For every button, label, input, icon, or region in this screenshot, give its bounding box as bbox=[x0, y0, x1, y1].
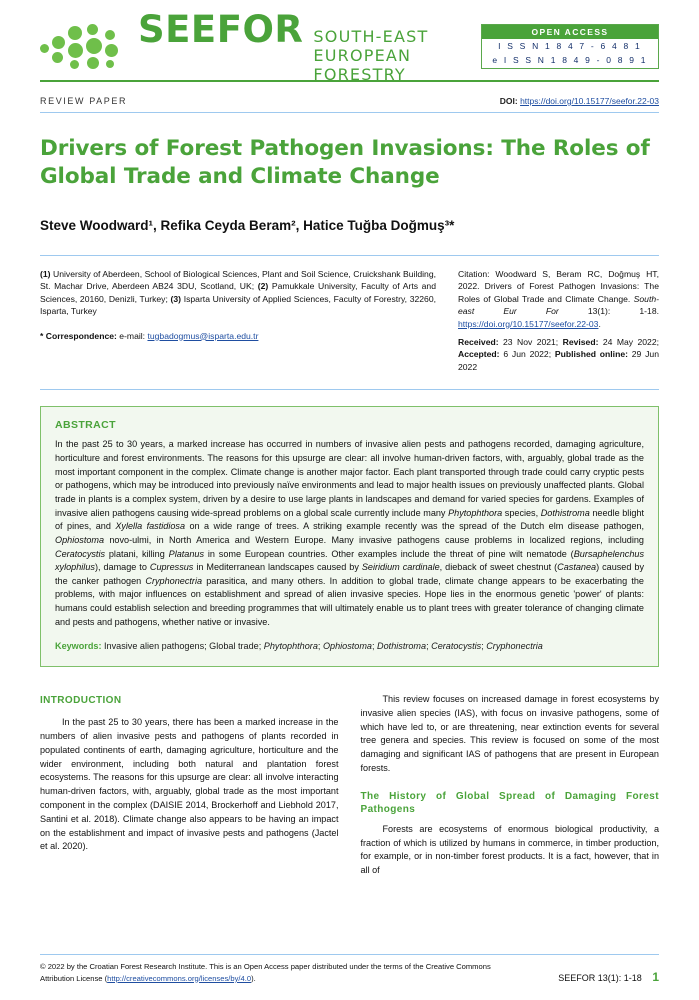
paragraph-right-1: This review focuses on increased damage in forest ecosystems by invasive alien species (IAS), with focus on invasive pathogens, some of which have led to, or are threatening, near extinction events for several tree genera and species. This review is focused on some of the most damaging and significant IAS of pathogens that are present in European forests. bbox=[360, 693, 659, 774]
paragraph-intro-1: In the past 25 to 30 years, there has been a marked increase in the numbers of alien invasive pests and pathogens of plants recorded in populated continents of earth, damaging agriculture, horticulture and the wider environment, including both natural and plantation forest ecosystems. The reasons for this upsurge are clear: all involve interacting human-driven factors, with, arguably, global trade as the most important component in the complex (DAISIE 2014, Brockerhoff and Liebhold 2017, Santini et al. 2018). Climate change also appears to be having an impact on the establishment and impact of invasive pests and pathogens (Jactel et al. 2020). bbox=[40, 717, 339, 852]
correspondence bbox=[40, 330, 436, 342]
doi-line bbox=[500, 96, 659, 106]
affiliations: (1) University of Aberdeen, School of Biological Sciences, Plant and Soil Science, Cruickshank Building, St. Machar Drive, Aberdeen AB24 3DU, Scotland, UK; (2) Pamukkale University, Faculty of Arts and Sciences, 20160, Denizli, Turkey; (3) Isparta University of Applied Sciences, Faculty of Forestry, 32260, Isparta, Turkey bbox=[40, 268, 436, 317]
footer-journal-ref: SEEFOR 13(1): 1-18 bbox=[558, 973, 642, 983]
doi-link[interactable]: https://doi.org/10.15177/seefor.22-03 bbox=[520, 96, 659, 106]
section-heading-history: The History of Global Spread of Damaging Forest Pathogens bbox=[360, 790, 659, 816]
paper-type: REVIEW PAPER bbox=[40, 96, 128, 106]
correspondence-text: e-mail: bbox=[119, 330, 146, 341]
keywords-text: Invasive alien pathogens; Global trade; Phytophthora; Ophiostoma; Dothistroma; Ceratocystis; Cryphonectria bbox=[104, 641, 543, 652]
open-access-label: OPEN ACCESS bbox=[482, 25, 658, 39]
header-divider bbox=[40, 112, 659, 113]
column-right bbox=[361, 693, 660, 878]
masthead bbox=[40, 8, 659, 84]
affiliation-divider bbox=[40, 389, 659, 390]
correspondence-label: * Correspondence: bbox=[40, 330, 117, 341]
affiliation-row bbox=[40, 268, 659, 374]
journal-name: SEEFOR bbox=[138, 8, 304, 51]
body-columns bbox=[40, 693, 659, 878]
page-footer bbox=[40, 954, 659, 984]
citation-block bbox=[458, 268, 659, 374]
journal-subtitle: SOUTH-EAST EUROPEAN FORESTRY bbox=[313, 27, 429, 84]
author-list: Steve Woodward¹, Refika Ceyda Beram², Hatice Tuğba Doğmuş³* bbox=[40, 217, 455, 233]
footer-divider bbox=[40, 954, 659, 955]
title-divider bbox=[40, 255, 659, 256]
seefor-logo-icon bbox=[40, 24, 132, 68]
copyright-notice: © 2022 by the Croatian Forest Research Institute. This is an Open Access paper distributed under the terms of the Creative Commons Attribution License (http://creativecommons.org/licenses/by/4.0). bbox=[40, 962, 491, 983]
paragraph-right-2: Forests are ecosystems of enormous biological productivity, a fraction of which is utilized by humans in commerce, in timber production, for example, or in non-timber forest products. It is a fact, however, that in all of bbox=[360, 823, 659, 876]
footer-journal-ref-group bbox=[558, 970, 659, 984]
abstract-heading: ABSTRACT bbox=[55, 419, 116, 432]
abstract-box bbox=[40, 406, 659, 667]
column-left bbox=[40, 693, 339, 878]
correspondence-email[interactable]: tugbadogmus@isparta.edu.tr bbox=[147, 330, 259, 341]
paper-type-row bbox=[40, 82, 659, 112]
issn-print: I S S N 1 8 4 7 - 6 4 8 1 bbox=[498, 40, 642, 51]
affiliation-block bbox=[40, 268, 436, 374]
section-heading-introduction: INTRODUCTION bbox=[40, 694, 122, 706]
keywords bbox=[55, 640, 644, 654]
journal-title bbox=[138, 8, 481, 84]
keywords-label: Keywords: bbox=[55, 641, 102, 652]
issn-online: e I S S N 1 8 4 9 - 0 8 9 1 bbox=[492, 54, 648, 65]
open-access-box bbox=[481, 24, 659, 69]
abstract-text: In the past 25 to 30 years, a marked increase has occurred in numbers of invasive alien pests and pathogens recorded, damaging agriculture, horticulture and forest environments. The reasons for this upsurge are clear: all involve human-driven factors, with, arguably, global trade as the most important component in the complex. Climate change is another major factor. Each plant transported through trade could carry cryptic pests or pathogens, which may be introduced into previously naïve environments and lead to major health issues on previously unaffected plants. Global trade in plants is a complex system, driven by a desire to use large plants in landscapes and demand for varied species for gardens. Examples of invasive alien pathogens causing wide-spread problems on a global scale currently include many Phytophthora species, Dothistroma needle blight of pines, and Xylella fastidiosa on a wide range of trees. A striking example recently was the spread of the Dutch elm disease pathogen, Ophiostoma novo-ulmi, in North America and Western Europe. Many invasive pathogens cause problems in localized regions, including Ceratocystis platani, killing Platanus in some European countries. Other examples include the threat of pine wilt nematode (Bursaphelenchus xylophilus), damage to Cupressus in Mediterranean landscapes caused by Seiridium cardinale, dieback of sweet chestnut (Castanea) caused by the canker pathogen Cryphonectria parasitica, and many others. In addition to global trade, climate change appears to be exacerbating the problems, with major influences on establishment and spread of alien invasive species. Hope lies in the enormous genetic 'power' of plants: humans could establish selection and breeding programmes that will ultimately enable us to plant trees with greater tolerance of changing climate and pests and pathogens, whether native or invasive. bbox=[55, 439, 645, 627]
article-dates: Received: 23 Nov 2021; Revised: 24 May 2022; Accepted: 6 Jun 2022; Published online: 29 Jun 2022 bbox=[458, 337, 659, 372]
page-title: Drivers of Forest Pathogen Invasions: The Roles of Global Trade and Climate Change bbox=[40, 136, 650, 190]
citation-text: Citation: Woodward S, Beram RC, Doğmuş HT, 2022. Drivers of Forest Pathogen Invasions: The Roles of Global Trade and Climate Change. South-east Eur For 13(1): 1-18. https://doi.org/10.15177/seefor.22-03. bbox=[458, 268, 659, 329]
page-number: 1 bbox=[652, 970, 659, 984]
doi-label: DOI: bbox=[499, 96, 518, 106]
